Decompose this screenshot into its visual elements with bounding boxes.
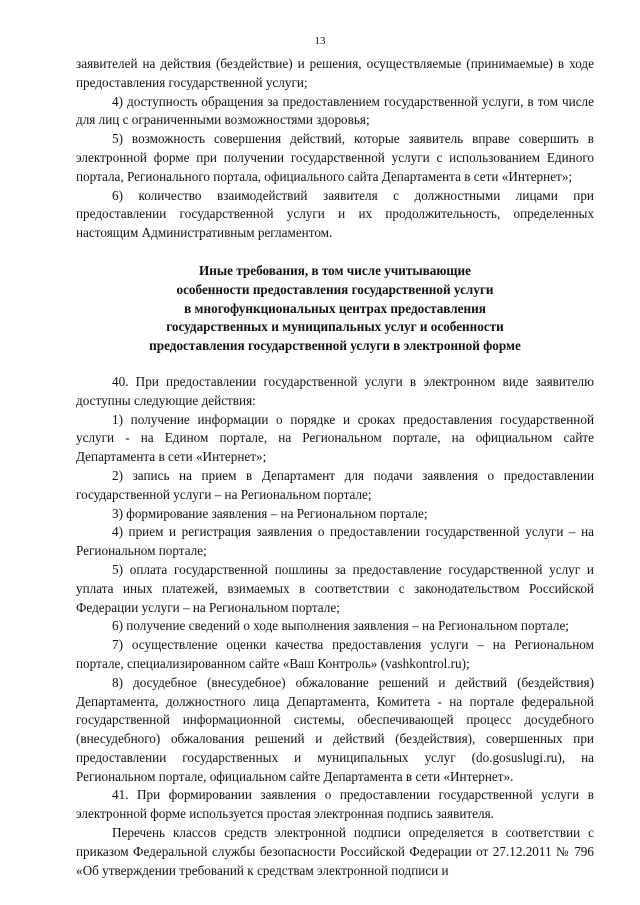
paragraph: 2) запись на прием в Департамент для подачи заявления о предоставлении государственной услуги – на Региональном портале; (76, 467, 594, 502)
paragraph: 5) оплата государственной пошлины за предоставление государственной услуг и уплата иных платежей, взимаемых в соответствии с законодательством Российской Федерации услуги – на Региональном портале; (76, 561, 594, 615)
heading-line: предоставления государственной услуги в электронной форме (149, 338, 521, 354)
paragraph: 41. При формировании заявления о предоставлении государственной услуги в электронной форме используется простая электронная подпись заявителя. (76, 787, 594, 822)
heading-line: Иные требования, в том числе учитывающие (198, 262, 472, 278)
paragraph: Перечень классов средств электронной подписи определяется в соответствии с приказом Федеральной службы безопасности Российской Федерации от 27.12.2011 № 796 «Об утверждении требований к средствам электронной подписи и (76, 825, 594, 878)
paragraph: 40. При предоставлении государственной услуги в электронном виде заявителю доступны следующие действия: (76, 373, 594, 408)
heading-line: особенности предоставления государственной услуги (176, 281, 494, 297)
document-body (76, 55, 594, 880)
paragraph: 6) количество взаимодействий заявителя с должностными лицами при предоставлении государственной услуги и их продолжительность, определенных настоящим Административным регламентом. (76, 187, 594, 241)
paragraph: заявителей на действия (бездействие) и решения, осуществляемые (принимаемые) в ходе предоставления государственной услуги; (76, 56, 594, 90)
paragraph: 5) возможность совершения действий, которые заявитель вправе совершить в электронной форме при получении государственной услуги с использованием Единого портала, Регионального портала, официального сайта Департамента в сети «Интернет»; (76, 131, 594, 184)
paragraph: 4) доступность обращения за предоставлением государственной услуги, в том числе для лиц с ограниченными возможностями здоровья; (76, 93, 594, 128)
page-number: 13 (314, 35, 326, 47)
paragraph: 8) досудебное (внесудебное) обжалование решений и действий (бездействия) Департамента, должностного лица Департамента, Комитета - на портале федеральной государственной информационной системы, обеспечивающей процесс досудебного (внесудебного) обжалования решений и действий (бездействия), совершенных при предоставлении государственных и муниципальных услуг (do.gosuslugi.ru), на Региональном портале, официальном сайте Департамента в сети «Интернет». (76, 674, 594, 784)
section-heading (76, 262, 594, 356)
paragraph: 3) формирование заявления – на Региональном портале; (112, 505, 428, 521)
heading-line: государственных и муниципальных услуг и особенности (166, 319, 504, 335)
paragraph: 6) получение сведений о ходе выполнения заявления – на Региональном портале; (112, 618, 569, 634)
heading-line: в многофункциональных центрах предоставления (184, 300, 486, 316)
paragraph: 1) получение информации о порядке и сроках предоставления государственной услуги - на Едином портале, на Региональном портале, на официальном сайте Департамента в сети «Интернет»; (76, 411, 594, 465)
paragraph: 7) осуществление оценки качества предоставления услуги – на Региональном портале, специализированном сайте «Ваш Контроль» (vashkontrol.ru); (76, 637, 594, 671)
paragraph: 4) прием и регистрация заявления о предоставлении государственной услуги – на Региональном портале; (76, 524, 594, 559)
